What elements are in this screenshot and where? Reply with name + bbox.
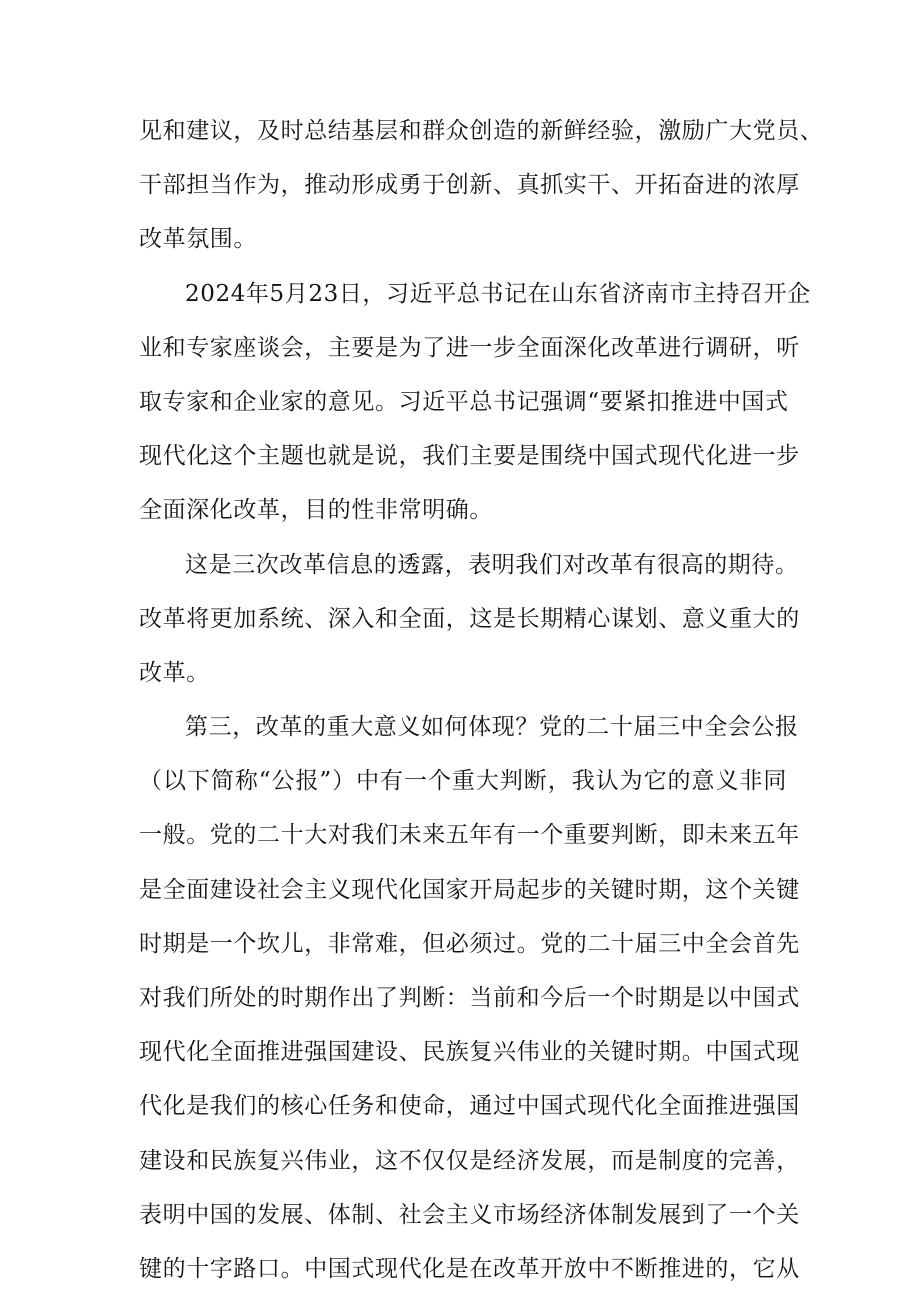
text-line: 对我们所处的时期作出了判断：当前和今后一个时期是以中国式 xyxy=(139,985,800,1011)
text-line: 改革将更加系统、深入和全面，这是长期精心谋划、意义重大的 xyxy=(139,605,800,632)
text-line: 现代化全面推进强国建设、民族复兴伟业的关键时期。中国式现 xyxy=(139,1039,800,1066)
text-line: 建设和民族复兴伟业，这不仅仅是经济发展，而是制度的完善， xyxy=(139,1147,800,1174)
text-line: 键的十字路口。中国式现代化是在改革开放中不断推进的，它从 xyxy=(139,1255,800,1282)
text-line: 一般。党的二十大对我们未来五年有一个重要判断，即未来五年 xyxy=(139,822,800,849)
text-line: 全面深化改革，目的性非常明确。 xyxy=(139,497,493,524)
text-line: （以下简称“公报”）中有一个重大判断，我认为它的意义非同 xyxy=(139,768,787,795)
paragraph-4 xyxy=(139,700,800,1296)
paragraph-1 xyxy=(139,104,824,267)
text-line: 是全面建设社会主义现代化国家开局起步的关键时期，这个关键 xyxy=(139,876,800,903)
text-line: 时期是一个坎儿，非常难，但必须过。党的二十届三中全会首先 xyxy=(139,930,800,957)
text-line: 这是三次改革信息的透露，表明我们对改革有很高的期待。 xyxy=(185,551,799,578)
paragraph-3 xyxy=(139,538,800,701)
text-line: 2024年5月23日，习近平总书记在山东省济南市主持召开企 xyxy=(185,280,811,307)
text-line: 现代化这个主题也就是说，我们主要是围绕中国式现代化进一步 xyxy=(139,443,800,470)
text-line: 见和建议，及时总结基层和群众创造的新鲜经验，激励广大党员、 xyxy=(139,118,824,144)
text-line: 改革。 xyxy=(139,659,210,686)
text-line: 表明中国的发展、体制、社会主义市场经济体制发展到了一个关 xyxy=(139,1201,800,1228)
text-line: 代化是我们的核心任务和使命，通过中国式现代化全面推进强国 xyxy=(139,1093,800,1120)
paragraph-2 xyxy=(139,267,811,538)
text-line: 业和专家座谈会，主要是为了进一步全面深化改革进行调研，听 xyxy=(139,334,800,361)
text-line: 改革氛围。 xyxy=(139,226,257,253)
text-line: 取专家和企业家的意见。习近平总书记强调“要紧扣推进中国式 xyxy=(139,388,789,415)
body-text xyxy=(139,104,824,1296)
text-line: 干部担当作为，推动形成勇于创新、真抓实干、开拓奋进的浓厚 xyxy=(139,172,800,199)
text-line: 第三，改革的重大意义如何体现？党的二十届三中全会公报 xyxy=(185,714,799,741)
